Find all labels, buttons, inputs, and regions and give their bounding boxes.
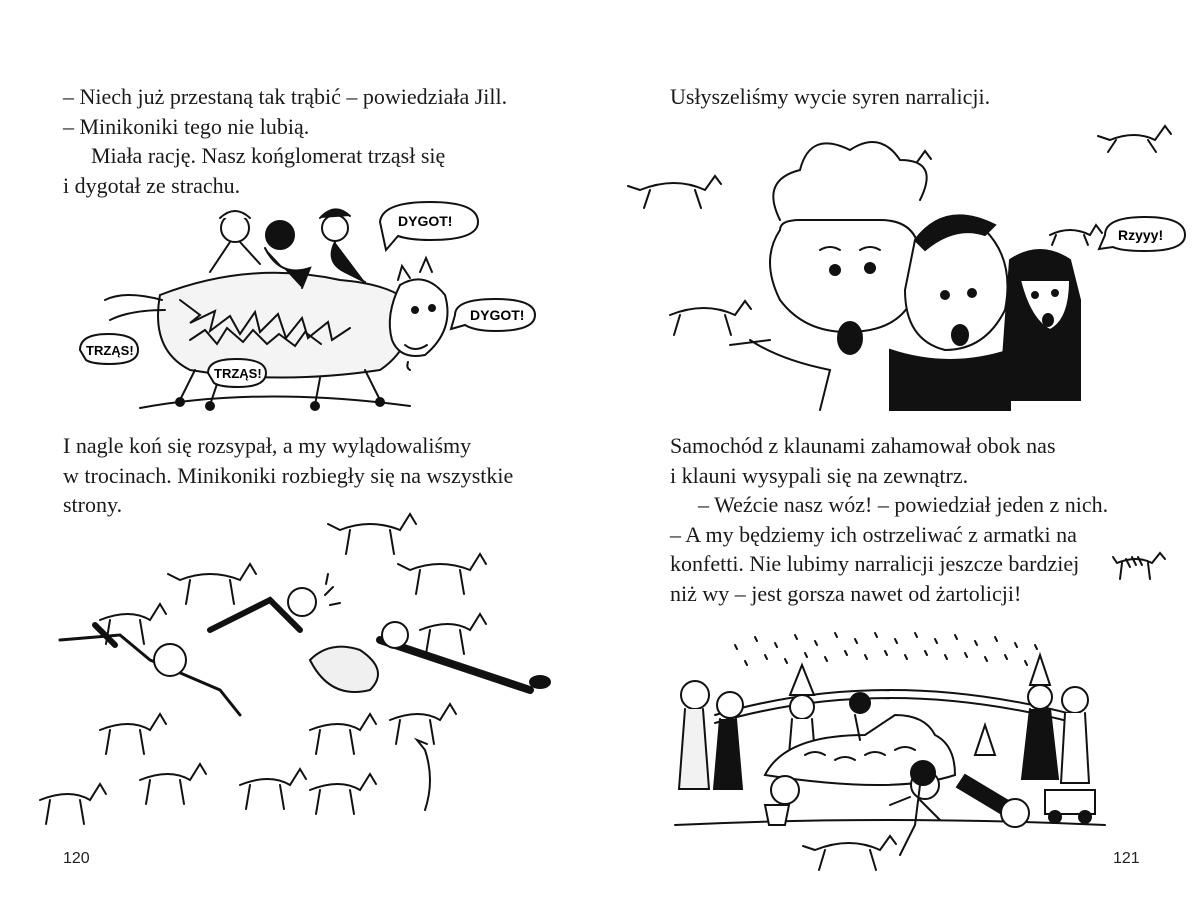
text-line: i klauni wysypali się na zewnątrz.	[670, 462, 969, 488]
text-line: i dygotał ze strachu.	[63, 172, 241, 198]
sound-bubble-text: DYGOT!	[398, 213, 453, 229]
text-line: Samochód z klaunami zahamował obok nas	[670, 433, 1056, 458]
text-line: – Niech już przestaną tak trąbić – powiedziała Jill.	[63, 84, 508, 109]
mini-horse-margin-illustration	[1112, 545, 1172, 585]
sound-bubble-text: TRZĄS!	[214, 366, 262, 381]
page-number: 120	[63, 850, 90, 867]
text-line: strony.	[63, 492, 123, 517]
text-line: konfetti. Nie lubimy narralicji jeszcze bardziej	[670, 551, 1080, 576]
shaking-horse-illustration	[80, 200, 530, 420]
page-number: 121	[1113, 850, 1140, 867]
sound-bubble-text: TRZĄS!	[86, 343, 134, 358]
text-line: – A my będziemy ich ostrzeliwać z armatki na	[670, 521, 1077, 547]
left-paragraph-1	[63, 82, 507, 200]
circus-clown-car-illustration	[655, 625, 1125, 880]
right-paragraph-1	[670, 82, 990, 112]
text-line: w trocinach. Minikoniki rozbiegły się na wszystkie	[63, 462, 514, 488]
right-paragraph-2	[670, 431, 1108, 608]
sound-bubble-text: DYGOT!	[470, 307, 525, 323]
surprised-kids-illustration	[630, 110, 1190, 410]
text-line: – Weźcie nasz wóz! – powiedział jeden z nich.	[698, 492, 1109, 517]
text-line: niż wy – jest gorsza nawet od żartolicji!	[670, 580, 1022, 606]
text-line: – Minikoniki tego nie lubią.	[63, 113, 310, 139]
right-page	[600, 0, 1200, 909]
text-line: Miała rację. Nasz końglomerat trząsł się	[91, 143, 446, 168]
text-line: I nagle koń się rozsypał, a my wylądowaliśmy	[63, 433, 472, 458]
text-line: Usłyszeliśmy wycie syren narralicji.	[670, 84, 991, 109]
scattered-horses-illustration	[40, 500, 560, 830]
sound-bubble-text: Rzyyy!	[1118, 227, 1164, 243]
